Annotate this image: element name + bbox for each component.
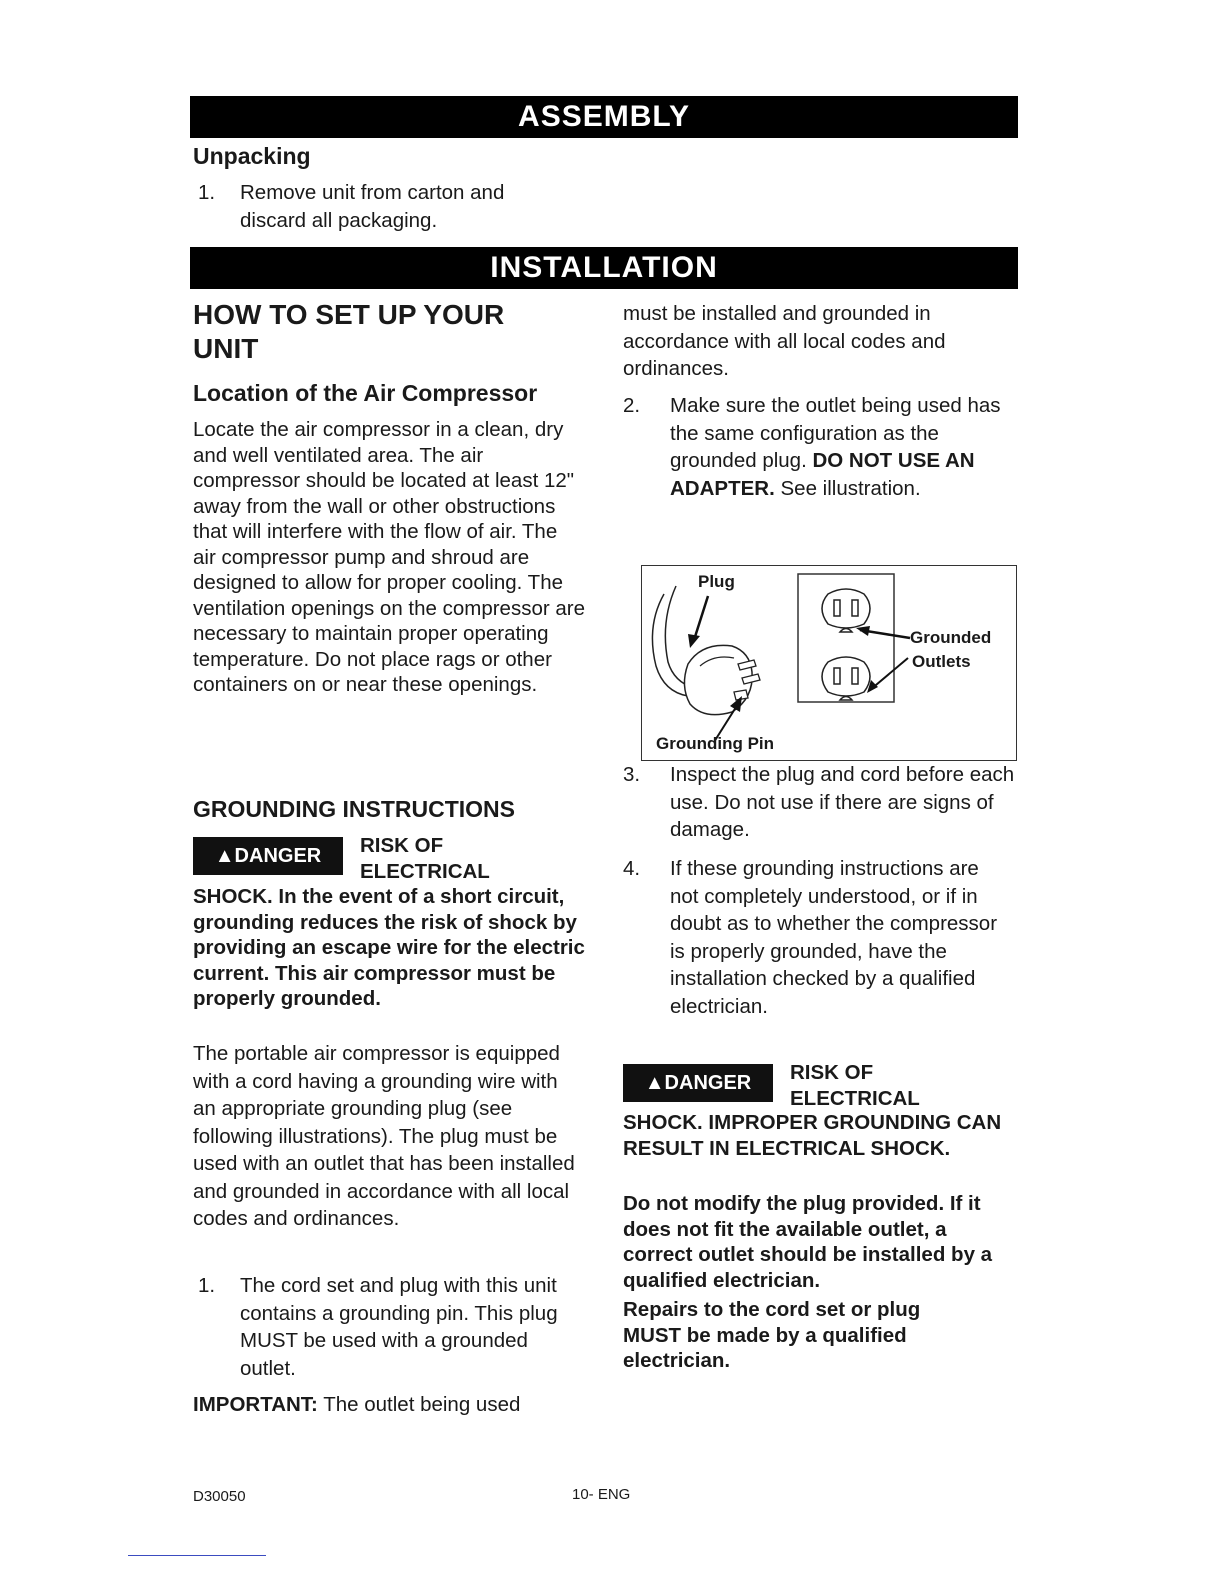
step-text: If these grounding instructions are not completely understood, or if in doubt as to whether the compressor is properly grounded, have the installation checked by a qualified electrician.	[670, 857, 998, 1018]
outlets-label: Outlets	[912, 652, 971, 671]
plug-label: Plug	[698, 572, 735, 591]
grounding-pin-label: Grounding Pin	[656, 734, 775, 753]
repairs-warning: Repairs to the cord set or plug MUST be made by a qualified electrician.	[623, 1298, 921, 1372]
step-text: Inspect the plug and cord before each use. Do not use if there are signs of damage.	[670, 763, 1015, 841]
grounded-label: Grounded	[910, 628, 992, 647]
plug-outlet-illustration	[641, 565, 1017, 761]
important-label: IMPORTANT:	[193, 1393, 318, 1416]
unpacking-heading: Unpacking	[193, 143, 311, 169]
installation-section-bar: INSTALLATION	[190, 247, 1018, 289]
step-text: Make sure the outlet being used has the same configuration as the grounded plug. DO NOT USE AN ADAPTER. See illustration.	[670, 394, 1001, 500]
location-heading: Location of the Air Compressor	[193, 380, 538, 406]
setup-heading-line2: UNIT	[193, 333, 259, 364]
document-code: D30050	[193, 1488, 246, 1505]
danger-heading-line1: RISK OF	[360, 834, 444, 857]
outlet-continuation-text: must be installed and grounded in accordance with all local codes and ordinances.	[623, 302, 946, 380]
danger-heading-line2: ELECTRICAL	[790, 1087, 920, 1110]
grounding-paragraph: The portable air compressor is equipped with a cord having a grounding wire with an appropriate grounding plug (see following illustrations). The plug must be used with an outlet that has been installed and grounded in accordance with all local codes and ordinances.	[193, 1042, 575, 1230]
step-number: 4.	[623, 857, 641, 880]
location-paragraph: Locate the air compressor in a clean, dry and well ventilated area. The air compressor should be located at least 12" away from the wall or other obstructions that will interfere with the flow of air. The air compressor pump and shroud are designed to allow for proper cooling. The ventilation openings on the compressor are necessary to maintain proper operating temperature. Do not place rags or other containers on or near these openings.	[193, 418, 586, 696]
important-note	[193, 1393, 520, 1417]
step-number: 1.	[198, 1274, 216, 1297]
modify-plug-warning: Do not modify the plug provided. If it does not fit the available outlet, a correct outlet should be installed by a qualified electrician.	[623, 1192, 993, 1292]
danger-warning-text: SHOCK. IMPROPER GROUNDING CAN RESULT IN ELECTRICAL SHOCK.	[623, 1111, 1002, 1160]
step-number: 3.	[623, 763, 641, 786]
scan-underline-mark	[128, 1555, 266, 1556]
page-number: 10- ENG	[572, 1486, 631, 1503]
step-text: The cord set and plug with this unit contains a grounding pin. This plug MUST be used with a grounded outlet.	[240, 1274, 558, 1380]
outlet-bottom	[822, 657, 870, 696]
assembly-section-bar: ASSEMBLY	[190, 96, 1018, 138]
danger-heading-line1: RISK OF	[790, 1061, 874, 1084]
setup-heading-line1: HOW TO SET UP YOUR	[193, 299, 505, 330]
danger-badge: ▲DANGER	[193, 837, 343, 875]
grounding-heading: GROUNDING INSTRUCTIONS	[193, 796, 515, 822]
outlet-top	[822, 589, 870, 628]
step-number: 1.	[198, 181, 216, 204]
cord	[652, 594, 688, 696]
step-number: 2.	[623, 394, 641, 417]
danger-warning-text: SHOCK. In the event of a short circuit, grounding reduces the risk of shock by providing an escape wire for the electric current. This air compressor must be properly grounded.	[193, 885, 585, 1010]
important-text: The outlet being used	[317, 1393, 521, 1416]
danger-badge: ▲DANGER	[623, 1064, 773, 1102]
danger-heading-line2: ELECTRICAL	[360, 860, 490, 883]
step-text: Remove unit from carton and discard all packaging.	[240, 181, 505, 232]
